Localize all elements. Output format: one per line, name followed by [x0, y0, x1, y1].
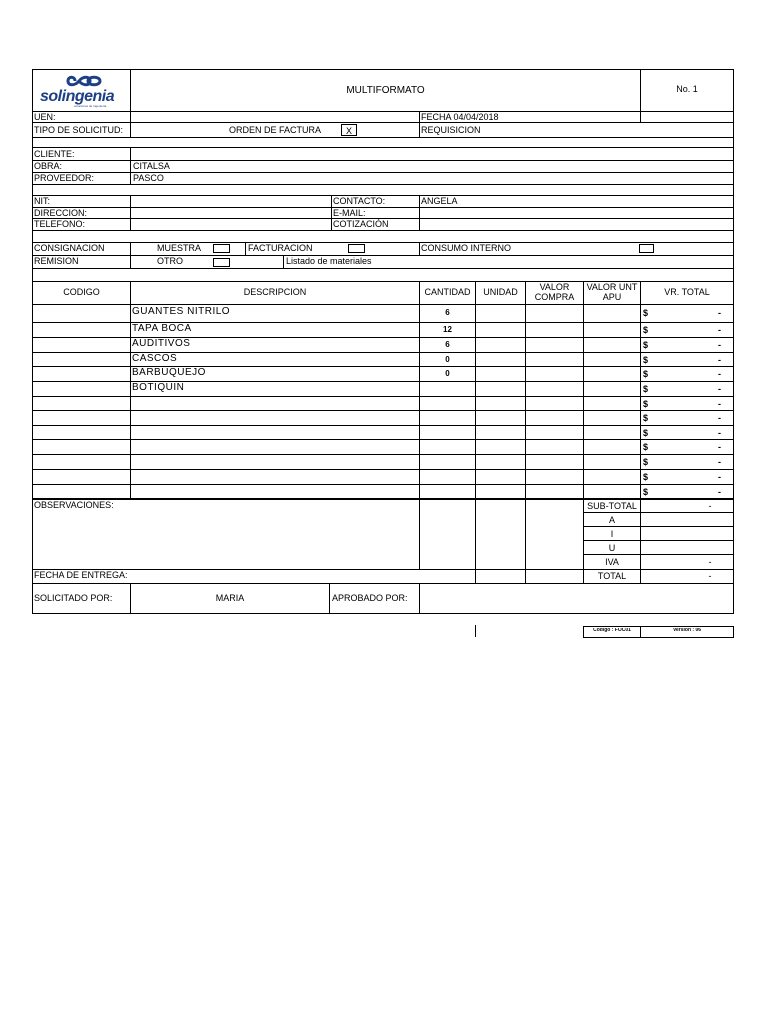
divider: [419, 112, 420, 137]
consumo-label: CONSUMO INTERNO: [421, 243, 511, 253]
row-total-dash: -: [718, 341, 721, 350]
table-row: [32, 455, 734, 470]
listado-label: Listado de materiales: [286, 256, 372, 266]
line: [32, 281, 734, 282]
table-row: [32, 426, 734, 440]
total-value: -: [708, 572, 712, 581]
a-label: A: [608, 516, 615, 525]
header-unidad: UNIDAD: [483, 288, 518, 297]
row-total-dash: -: [718, 443, 721, 452]
divider: [130, 242, 131, 268]
uen-label: UEN:: [34, 112, 56, 122]
solicitado-label: SOLICITADO POR:: [34, 593, 113, 603]
doc-code: Código : FOC01: [593, 628, 631, 633]
orden-factura-checkbox[interactable]: X: [341, 124, 357, 136]
line: [32, 242, 734, 243]
nit-label: NIT:: [34, 196, 51, 206]
contacto-label: CONTACTO:: [333, 196, 386, 206]
orden-factura-label: ORDEN DE FACTURA: [229, 125, 322, 135]
line: [32, 583, 734, 584]
divider: [419, 242, 420, 255]
header-valor-compra-2: COMPRA: [534, 293, 575, 302]
consumo-checkbox[interactable]: [639, 244, 654, 253]
cliente-label: CLIENTE:: [34, 149, 75, 159]
line: [32, 255, 734, 256]
row-currency: $: [643, 488, 649, 497]
line: [32, 147, 734, 148]
table-row: [32, 353, 734, 367]
line: [32, 569, 734, 570]
subtotal-label: SUB-TOTAL: [587, 502, 637, 511]
row-currency: $: [643, 309, 649, 318]
iva-label: IVA: [605, 558, 619, 567]
row-currency: $: [643, 429, 649, 438]
row-cantidad: 6: [445, 341, 450, 349]
facturacion-label: FACTURACION: [248, 243, 313, 253]
remision-label: REMISION: [34, 256, 79, 266]
divider: [130, 147, 131, 184]
form-title: MULTIFORMATO: [346, 86, 425, 96]
logo-tagline: soluciones de ingeniería: [74, 104, 107, 108]
row-total-dash: -: [718, 326, 721, 335]
table-row: [32, 440, 734, 455]
consignacion-label: CONSIGNACION: [34, 243, 105, 253]
table-row: [32, 470, 734, 485]
fecha-value: FECHA 04/04/2018: [421, 112, 499, 122]
row-currency: $: [643, 385, 649, 394]
table-row: [32, 397, 734, 411]
line: [32, 207, 734, 208]
muestra-checkbox[interactable]: [213, 244, 230, 253]
solicitado-value: MARIA: [215, 594, 245, 603]
proveedor-value: PASCO: [133, 173, 164, 183]
total-label: TOTAL: [597, 572, 627, 581]
row-descripcion: BARBUQUEJO: [132, 368, 206, 378]
row-currency: $: [643, 400, 649, 409]
obra-label: OBRA:: [34, 161, 63, 171]
subtotal-value: -: [708, 502, 712, 511]
row-total-dash: -: [718, 385, 721, 394]
row-total-dash: -: [718, 458, 721, 467]
divider: [329, 583, 330, 613]
line: [32, 184, 734, 185]
row-cantidad: 0: [445, 356, 450, 364]
line: [32, 230, 734, 231]
row-descripcion: BOTIQUIN: [132, 383, 185, 393]
row-currency: $: [643, 341, 649, 350]
row-currency: $: [643, 443, 649, 452]
muestra-label: MUESTRA: [157, 243, 202, 253]
tipo-label: TIPO DE SOLICITUD:: [34, 125, 124, 135]
row-cantidad: 12: [443, 326, 452, 334]
aprobado-label: APROBADO POR:: [332, 593, 408, 603]
contacto-value: ANGELA: [421, 196, 458, 206]
row-descripcion: TAPA BOCA: [132, 324, 192, 334]
row-currency: $: [643, 326, 649, 335]
table-row: [32, 338, 734, 353]
divider: [331, 195, 332, 230]
header-codigo: CODIGO: [63, 288, 100, 297]
fecha-entrega-label: FECHA DE ENTREGA:: [34, 570, 128, 580]
row-total-dash: -: [718, 400, 721, 409]
telefono-label: TELEFONO:: [34, 219, 86, 229]
line: [32, 122, 734, 123]
row-currency: $: [643, 473, 649, 482]
u-label: U: [608, 544, 616, 553]
infinity-logo-icon: [66, 74, 102, 88]
row-total-dash: -: [718, 488, 721, 497]
observaciones-label: OBSERVACIONES:: [34, 500, 114, 510]
row-total-dash: -: [718, 356, 721, 365]
header-valor-apu-1: VALOR UNT: [586, 283, 638, 292]
form-number: No. 1: [676, 85, 698, 94]
row-currency: $: [643, 414, 649, 423]
header-cantidad: CANTIDAD: [424, 288, 471, 297]
otro-label: OTRO: [157, 256, 183, 266]
row-currency: $: [643, 356, 649, 365]
requisicion-label: REQUISICION: [421, 125, 481, 135]
line: [32, 268, 734, 269]
divider: [130, 112, 131, 137]
iva-value: -: [708, 558, 712, 567]
table-row: [32, 323, 734, 338]
obra-value: CITALSA: [133, 161, 170, 171]
logo-word-ingenia: ingenia: [61, 88, 115, 105]
table-row: [32, 411, 734, 426]
proveedor-label: PROVEEDOR:: [34, 173, 95, 183]
divider: [283, 255, 284, 268]
facturacion-checkbox[interactable]: [348, 244, 365, 253]
cotizacion-label: COTIZACIÓN: [333, 219, 389, 229]
table-row: [32, 304, 734, 323]
divider: [419, 195, 420, 230]
row-descripcion: GUANTES NITRILO: [132, 307, 231, 317]
line: [583, 554, 734, 555]
table-row: [32, 382, 734, 397]
divider: [640, 112, 641, 122]
table-row: [32, 367, 734, 382]
row-cantidad: 0: [445, 370, 450, 378]
table-row: [32, 485, 734, 499]
logo-word-sol: sol: [40, 88, 62, 105]
company-logo: [36, 73, 128, 109]
divider: [245, 242, 246, 255]
doc-version: Versión : 06: [672, 628, 702, 633]
line: [32, 499, 734, 500]
row-descripcion: CASCOS: [132, 354, 178, 364]
row-total-dash: -: [718, 370, 721, 379]
divider: [130, 195, 131, 230]
line: [583, 540, 734, 541]
header-valor-apu-2: APU: [602, 293, 622, 302]
direccion-label: DIRECCION:: [34, 208, 88, 218]
otro-checkbox[interactable]: [213, 258, 230, 267]
header-vr-total: VR. TOTAL: [664, 288, 710, 297]
divider: [419, 583, 420, 613]
email-label: E-MAIL:: [333, 208, 366, 218]
tick-mark: [475, 625, 476, 637]
line: [583, 526, 734, 527]
header-valor-compra-1: VALOR: [539, 283, 570, 292]
header-descripcion: DESCRIPCION: [243, 288, 307, 297]
row-total-dash: -: [718, 414, 721, 423]
line: [32, 613, 734, 614]
row-cantidad: 6: [445, 309, 450, 317]
row-currency: $: [643, 370, 649, 379]
row-descripcion: AUDITIVOS: [132, 339, 191, 349]
row-total-dash: -: [718, 473, 721, 482]
line: [32, 137, 734, 138]
row-currency: $: [643, 458, 649, 467]
row-total-dash: -: [718, 309, 721, 318]
row-total-dash: -: [718, 429, 721, 438]
line: [583, 512, 734, 513]
i-label: I: [610, 530, 614, 539]
